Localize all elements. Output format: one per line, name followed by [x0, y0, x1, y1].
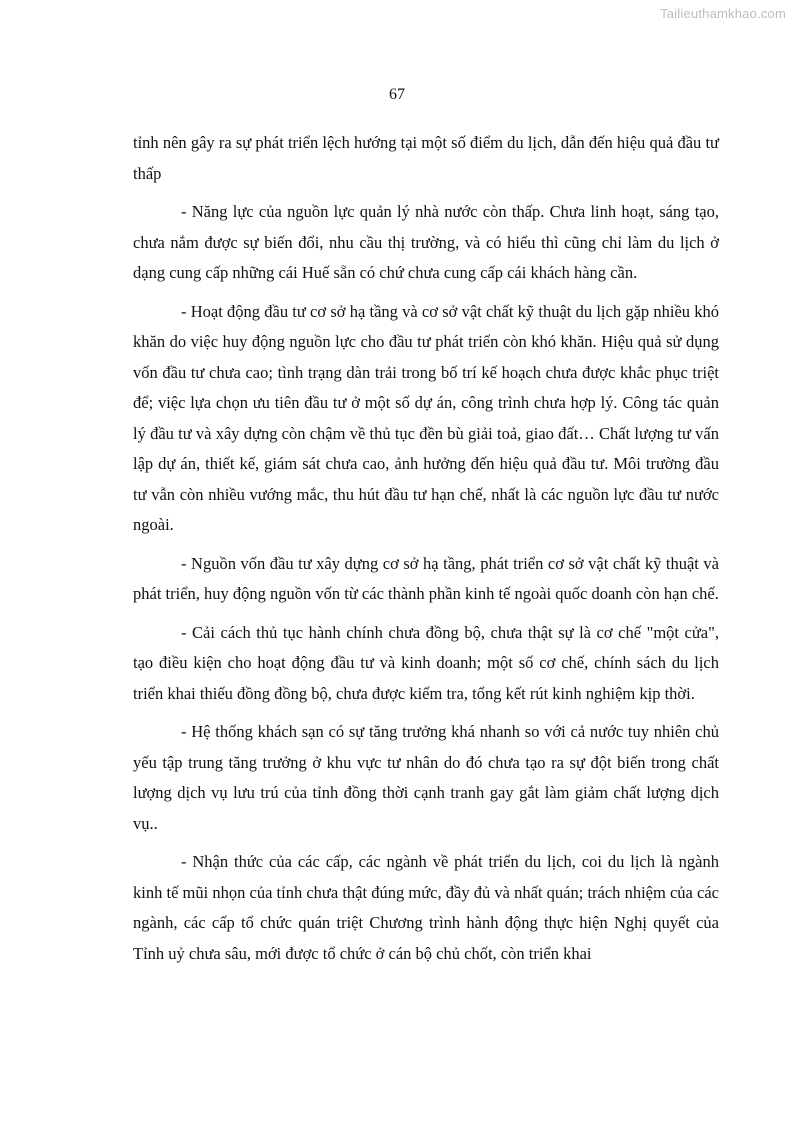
paragraph: - Hoạt động đầu tư cơ sở hạ tầng và cơ sở vật chất kỹ thuật du lịch gặp nhiều khó khăn do việc huy động nguồn lực cho đầu tư phát triển còn khó khăn. Hiệu quả sử dụng vốn đầu tư chưa cao; tình trạng dàn trải trong bố trí kế hoạch chưa được khắc phục triệt để; việc lựa chọn ưu tiên đầu tư ở một số dự án, công trình chưa hợp lý. Công tác quản lý đầu tư và xây dựng còn chậm về thủ tục đền bù giải toả, giao đất… Chất lượng tư vấn lập dự án, thiết kế, giám sát chưa cao, ảnh hưởng đến hiệu quả đầu tư. Môi trường đầu tư vẫn còn nhiều vướng mắc, thu hút đầu tư hạn chế, nhất là các nguồn lực đầu tư nước ngoài. [133, 301, 719, 534]
paragraph: - Hệ thống khách sạn có sự tăng trưởng khá nhanh so với cả nước tuy nhiên chủ yếu tập trung tăng trưởng ở khu vực tư nhân do đó chưa tạo ra sự đột biến trong chất lượng dịch vụ lưu trú của tỉnh đồng thời cạnh tranh gay gắt làm giảm chất lượng dịch vụ.. [133, 722, 719, 833]
body-text [133, 128, 719, 977]
watermark: Tailieuthamkhao.com [660, 6, 786, 21]
page-number: 67 [389, 86, 405, 103]
paragraph: - Nguồn vốn đầu tư xây dựng cơ sở hạ tầng, phát triển cơ sở vật chất kỹ thuật và phát triển, huy động nguồn vốn từ các thành phần kinh tế ngoài quốc doanh còn hạn chế. [133, 553, 719, 603]
paragraph-continuation: tỉnh nên gây ra sự phát triển lệch hướng tại một số điểm du lịch, dẫn đến hiệu quả đầu tư thấp [133, 133, 719, 183]
paragraph: - Năng lực của nguồn lực quản lý nhà nước còn thấp. Chưa linh hoạt, sáng tạo, chưa nắm được sự biến đổi, nhu cầu thị trường, và có hiểu thì cũng chỉ làm du lịch ở dạng cung cấp những cái Huế sẵn có chứ chưa cung cấp cái khách hàng cần. [133, 202, 719, 282]
paragraph: - Nhận thức của các cấp, các ngành về phát triển du lịch, coi du lịch là ngành kinh tế mũi nhọn của tỉnh chưa thật đúng mức, đầy đủ và nhất quán; trách nhiệm của các ngành, các cấp tổ chức quán triệt Chương trình hành động thực hiện Nghị quyết của Tỉnh uỷ chưa sâu, mới được tổ chức ở cán bộ chủ chốt, còn triển khai [133, 852, 719, 963]
paragraph: - Cải cách thủ tục hành chính chưa đồng bộ, chưa thật sự là cơ chế "một cửa", tạo điều kiện cho hoạt động đầu tư và kinh doanh; một số cơ chế, chính sách du lịch triển khai thiếu đồng đồng bộ, chưa được kiểm tra, tổng kết rút kinh nghiệm kịp thời. [133, 622, 719, 703]
